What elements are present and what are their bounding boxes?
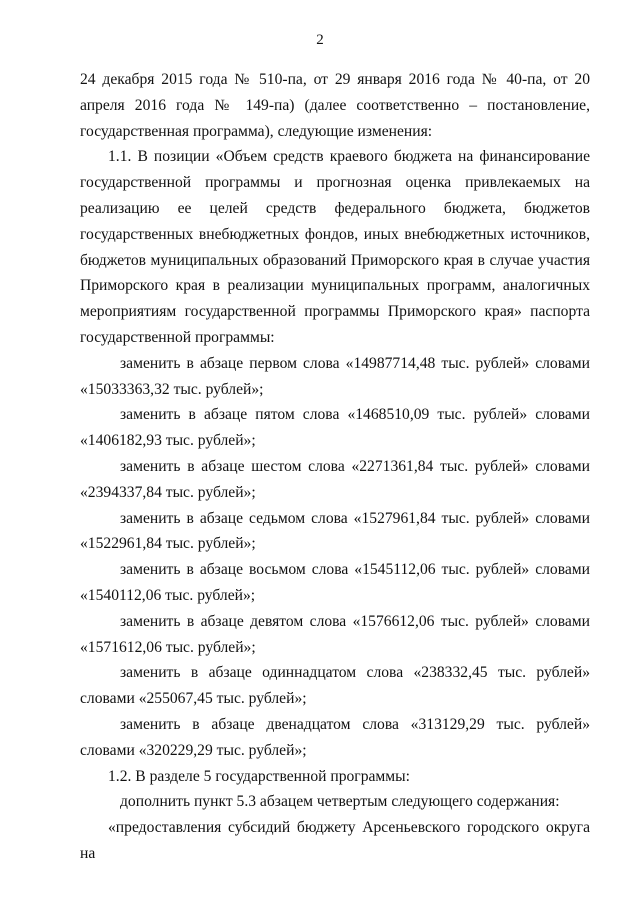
paragraph-replace-seventh: заменить в абзаце седьмом слова «1527961,84 тыс. рублей» словами «1522961,84 тыс. рублей»; bbox=[80, 509, 590, 553]
paragraph-replace-fifth: заменить в абзаце пятом слова «1468510,09 тыс. рублей» словами «1406182,93 тыс. рублей»; bbox=[80, 406, 590, 450]
paragraph-replace-first: заменить в абзаце первом слова «14987714,48 тыс. рублей» словами «15033363,32 тыс. рублей»; bbox=[80, 354, 590, 398]
paragraph-replace-sixth: заменить в абзаце шестом слова «2271361,84 тыс. рублей» словами «2394337,84 тыс. рублей»; bbox=[80, 457, 590, 501]
document-body bbox=[80, 67, 590, 867]
paragraph-supplement: дополнить пункт 5.3 абзацем четвертым следующего содержания: bbox=[120, 793, 560, 811]
paragraph-replace-twelfth: заменить в абзаце двенадцатом слова «313129,29 тыс. рублей» словами «320229,29 тыс. рублей»; bbox=[80, 715, 590, 759]
paragraph-intro: 24 декабря 2015 года № 510-па, от 29 января 2016 года № 40-па, от 20 апреля 2016 года № 149-па) (далее соответственно – постановление, государственная программа), следующие изменения: bbox=[80, 71, 590, 140]
paragraph-1-1: 1.1. В позиции «Объем средств краевого бюджета на финансирование государственной программы и прогнозная оценка привлекаемых на реализацию ее целей средств федерального бюджета, бюджетов государственных внебюджетных фондов, иных внебюджетных источников, бюджетов муниципальных образований Приморского края в случае участия Приморского края в реализации муниципальных программ, аналогичных мероприятиям государственной программы Приморского края» паспорта государственной программы: bbox=[80, 148, 590, 346]
paragraph-quote-start: «предоставления субсидий бюджету Арсеньевского городского округа на bbox=[80, 819, 590, 862]
page-number: 2 bbox=[316, 32, 324, 48]
paragraph-replace-eleventh: заменить в абзаце одиннадцатом слова «238332,45 тыс. рублей» словами «255067,45 тыс. рублей»; bbox=[80, 664, 590, 708]
paragraph-replace-ninth: заменить в абзаце девятом слова «1576612,06 тыс. рублей» словами «1571612,06 тыс. рублей»; bbox=[80, 612, 590, 656]
paragraph-1-2: 1.2. В разделе 5 государственной программы: bbox=[108, 767, 410, 785]
paragraph-replace-eighth: заменить в абзаце восьмом слова «1545112,06 тыс. рублей» словами «1540112,06 тыс. рублей»; bbox=[80, 561, 590, 604]
